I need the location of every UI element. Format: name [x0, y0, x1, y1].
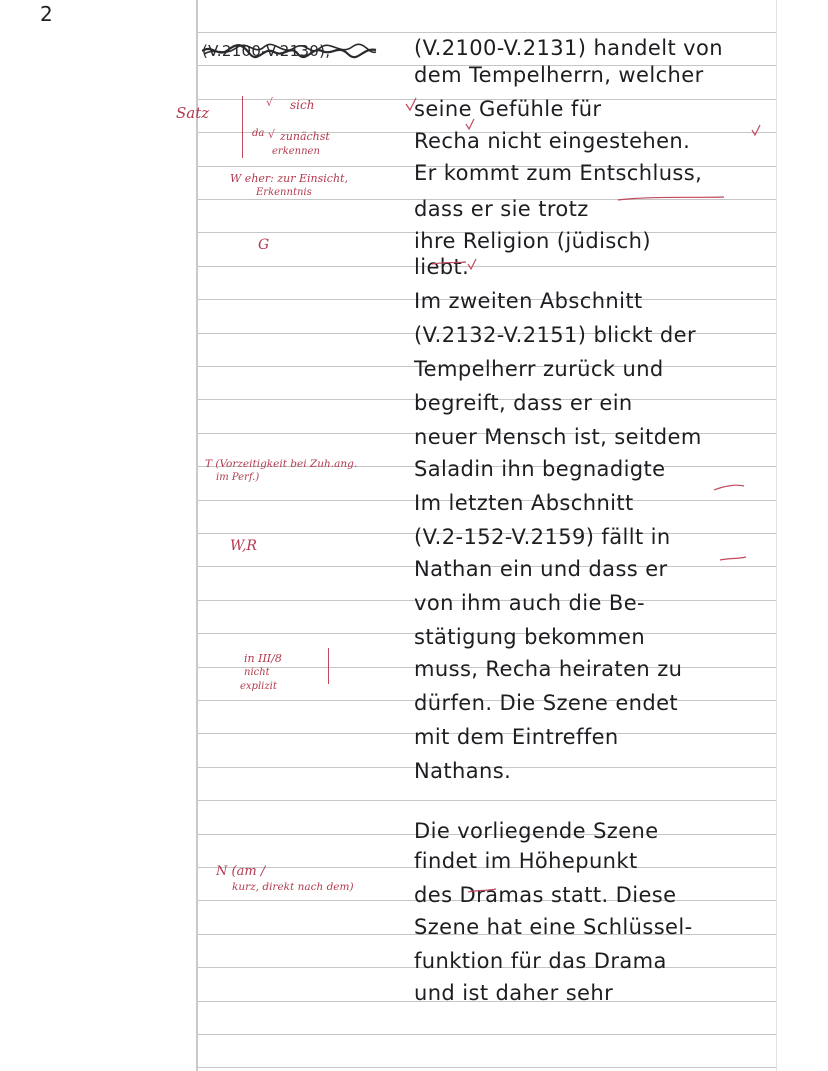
text-line: Im letzten Abschnitt: [414, 491, 634, 516]
margin-note-t: T (Vorzeitigkeit bei Zuh.ang.: [205, 458, 358, 470]
margin-rule: [196, 0, 198, 1071]
margin-note-t-cont: im Perf.): [216, 472, 260, 483]
page-number: 2: [40, 2, 53, 26]
text-line: funktion für das Drama: [414, 949, 667, 974]
margin-note-wr: W,R: [230, 538, 257, 554]
margin-note-erkennen: erkennen: [272, 146, 320, 157]
text-line: neuer Mensch ist, seitdem: [414, 425, 702, 450]
text-line: Nathans.: [414, 759, 512, 784]
text-line: dem Tempelherrn, welcher: [414, 63, 704, 88]
text-line: Nathan ein und dass er: [414, 557, 668, 582]
text-line: ihre Religion (jüdisch): [414, 229, 651, 254]
correction-check: √: [268, 128, 276, 141]
text-line: von ihm auch die Be-: [414, 591, 646, 616]
text-line: begreift, dass er ein: [414, 391, 633, 416]
text-line: muss, Recha heiraten zu: [414, 657, 683, 682]
text-line: dass er sie trotz: [414, 197, 589, 222]
margin-note-zunaechst: zunächst: [280, 130, 330, 143]
text-line: Im zweiten Abschnitt: [414, 289, 643, 314]
text-line: Er kommt zum Entschluss,: [414, 161, 703, 186]
margin-note-w-cont: Erkenntnis: [256, 187, 312, 198]
margin-note-g: G: [258, 237, 270, 253]
margin-note-w: W eher: zur Einsicht,: [230, 172, 348, 185]
text-line: findet im Höhepunkt: [414, 849, 638, 874]
text-line: stätigung bekommen: [414, 625, 646, 650]
margin-bracket-bar: [242, 96, 243, 158]
margin-note-in-cont: nicht: [244, 667, 270, 678]
text-line: mit dem Eintreffen: [414, 725, 619, 750]
text-line: Recha nicht eingestehen.: [414, 129, 691, 154]
margin-bracket-bar: [328, 648, 329, 684]
ruled-line: [198, 1034, 776, 1035]
ruled-line: [198, 1067, 776, 1068]
text-line: Tempelherr zurück und: [414, 357, 664, 382]
margin-note-n: N (am /: [216, 864, 266, 879]
text-line: des Dramas statt. Diese: [414, 883, 677, 908]
ruled-line: [198, 800, 776, 801]
text-line: (V.2132-V.2151) blickt der: [414, 323, 696, 348]
text-line: Szene hat eine Schlüssel-: [414, 915, 693, 940]
correction-check: √: [266, 96, 274, 109]
margin-note-da: da: [252, 128, 265, 139]
text-line: (V.2-152-V.2159) fällt in: [414, 525, 671, 550]
text-line: (V.2100-V.2131) handelt von: [414, 36, 723, 61]
margin-note-in: in III/8: [244, 652, 282, 665]
margin-note-n-cont: kurz, direkt nach dem): [232, 881, 354, 893]
margin-note-satz: Satz: [176, 104, 210, 122]
text-line: liebt.: [414, 255, 470, 280]
text-line: Die vorliegende Szene: [414, 819, 659, 844]
scribble-strike: [202, 42, 378, 60]
margin-note-sich: sich: [290, 98, 315, 112]
text-line: seine Gefühle für: [414, 97, 602, 122]
text-line: und ist daher sehr: [414, 981, 614, 1006]
text-line: Saladin ihn begnadigte: [414, 457, 666, 482]
text-line: dürfen. Die Szene endet: [414, 691, 679, 716]
margin-note-in-cont2: explizit: [240, 681, 277, 692]
crossed-out-text: (V.2100-V.2130),: [202, 42, 331, 60]
ruled-line: [198, 32, 776, 33]
right-page-edge: [776, 0, 777, 1071]
